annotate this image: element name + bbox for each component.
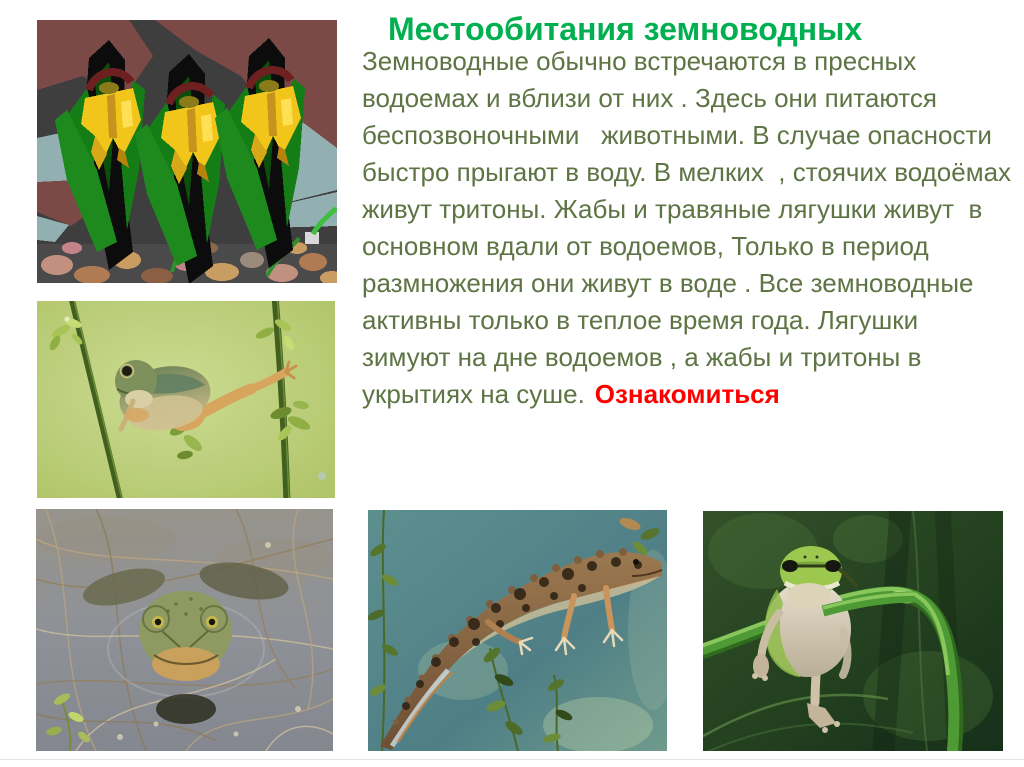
pixel-art-flowers-image [37,20,337,283]
body-line: беспозвоночными животными. В случае опасности [362,120,992,150]
body-line: зимуют на дне водоемов , а жабы и тритоны в [362,342,922,372]
newt-underwater-image [368,510,667,751]
body-line: водоемах и вблизи от них . Здесь они питаются [362,83,937,113]
body-line: активны только в теплое время года. Лягушки [362,305,919,335]
slide-title: Местообитания земноводных [388,11,863,47]
frog-on-plant-graphic [37,301,335,498]
newt-graphic [368,510,667,751]
frog-in-water-image [36,509,333,751]
slide-bottom-edge [0,759,1024,760]
body-line: размножения они живут в воде . Все земноводные [362,268,974,298]
slide-body-text [362,43,1022,413]
pixel-art-flowers-graphic [37,20,337,283]
body-line: основном вдали от водоемов, Только в период [362,231,929,261]
body-line: живут тритоны. Жабы и травяные лягушки живут в [362,194,983,224]
body-line-last [362,376,1022,413]
oznakomitsya-link[interactable]: Ознакомиться [594,379,780,409]
body-line-text: укрытиях на суше. [362,379,585,409]
frog-in-water-graphic [36,509,333,751]
frog-on-plant-stems-image [37,301,335,498]
tree-frog-graphic [703,511,1003,751]
body-line: быстро прыгают в воду. В мелких , стоячих водоёмах [362,157,1012,187]
tree-frog-on-grass-image [703,511,1003,751]
body-line: Земноводные обычно встречаются в пресных [362,46,917,76]
